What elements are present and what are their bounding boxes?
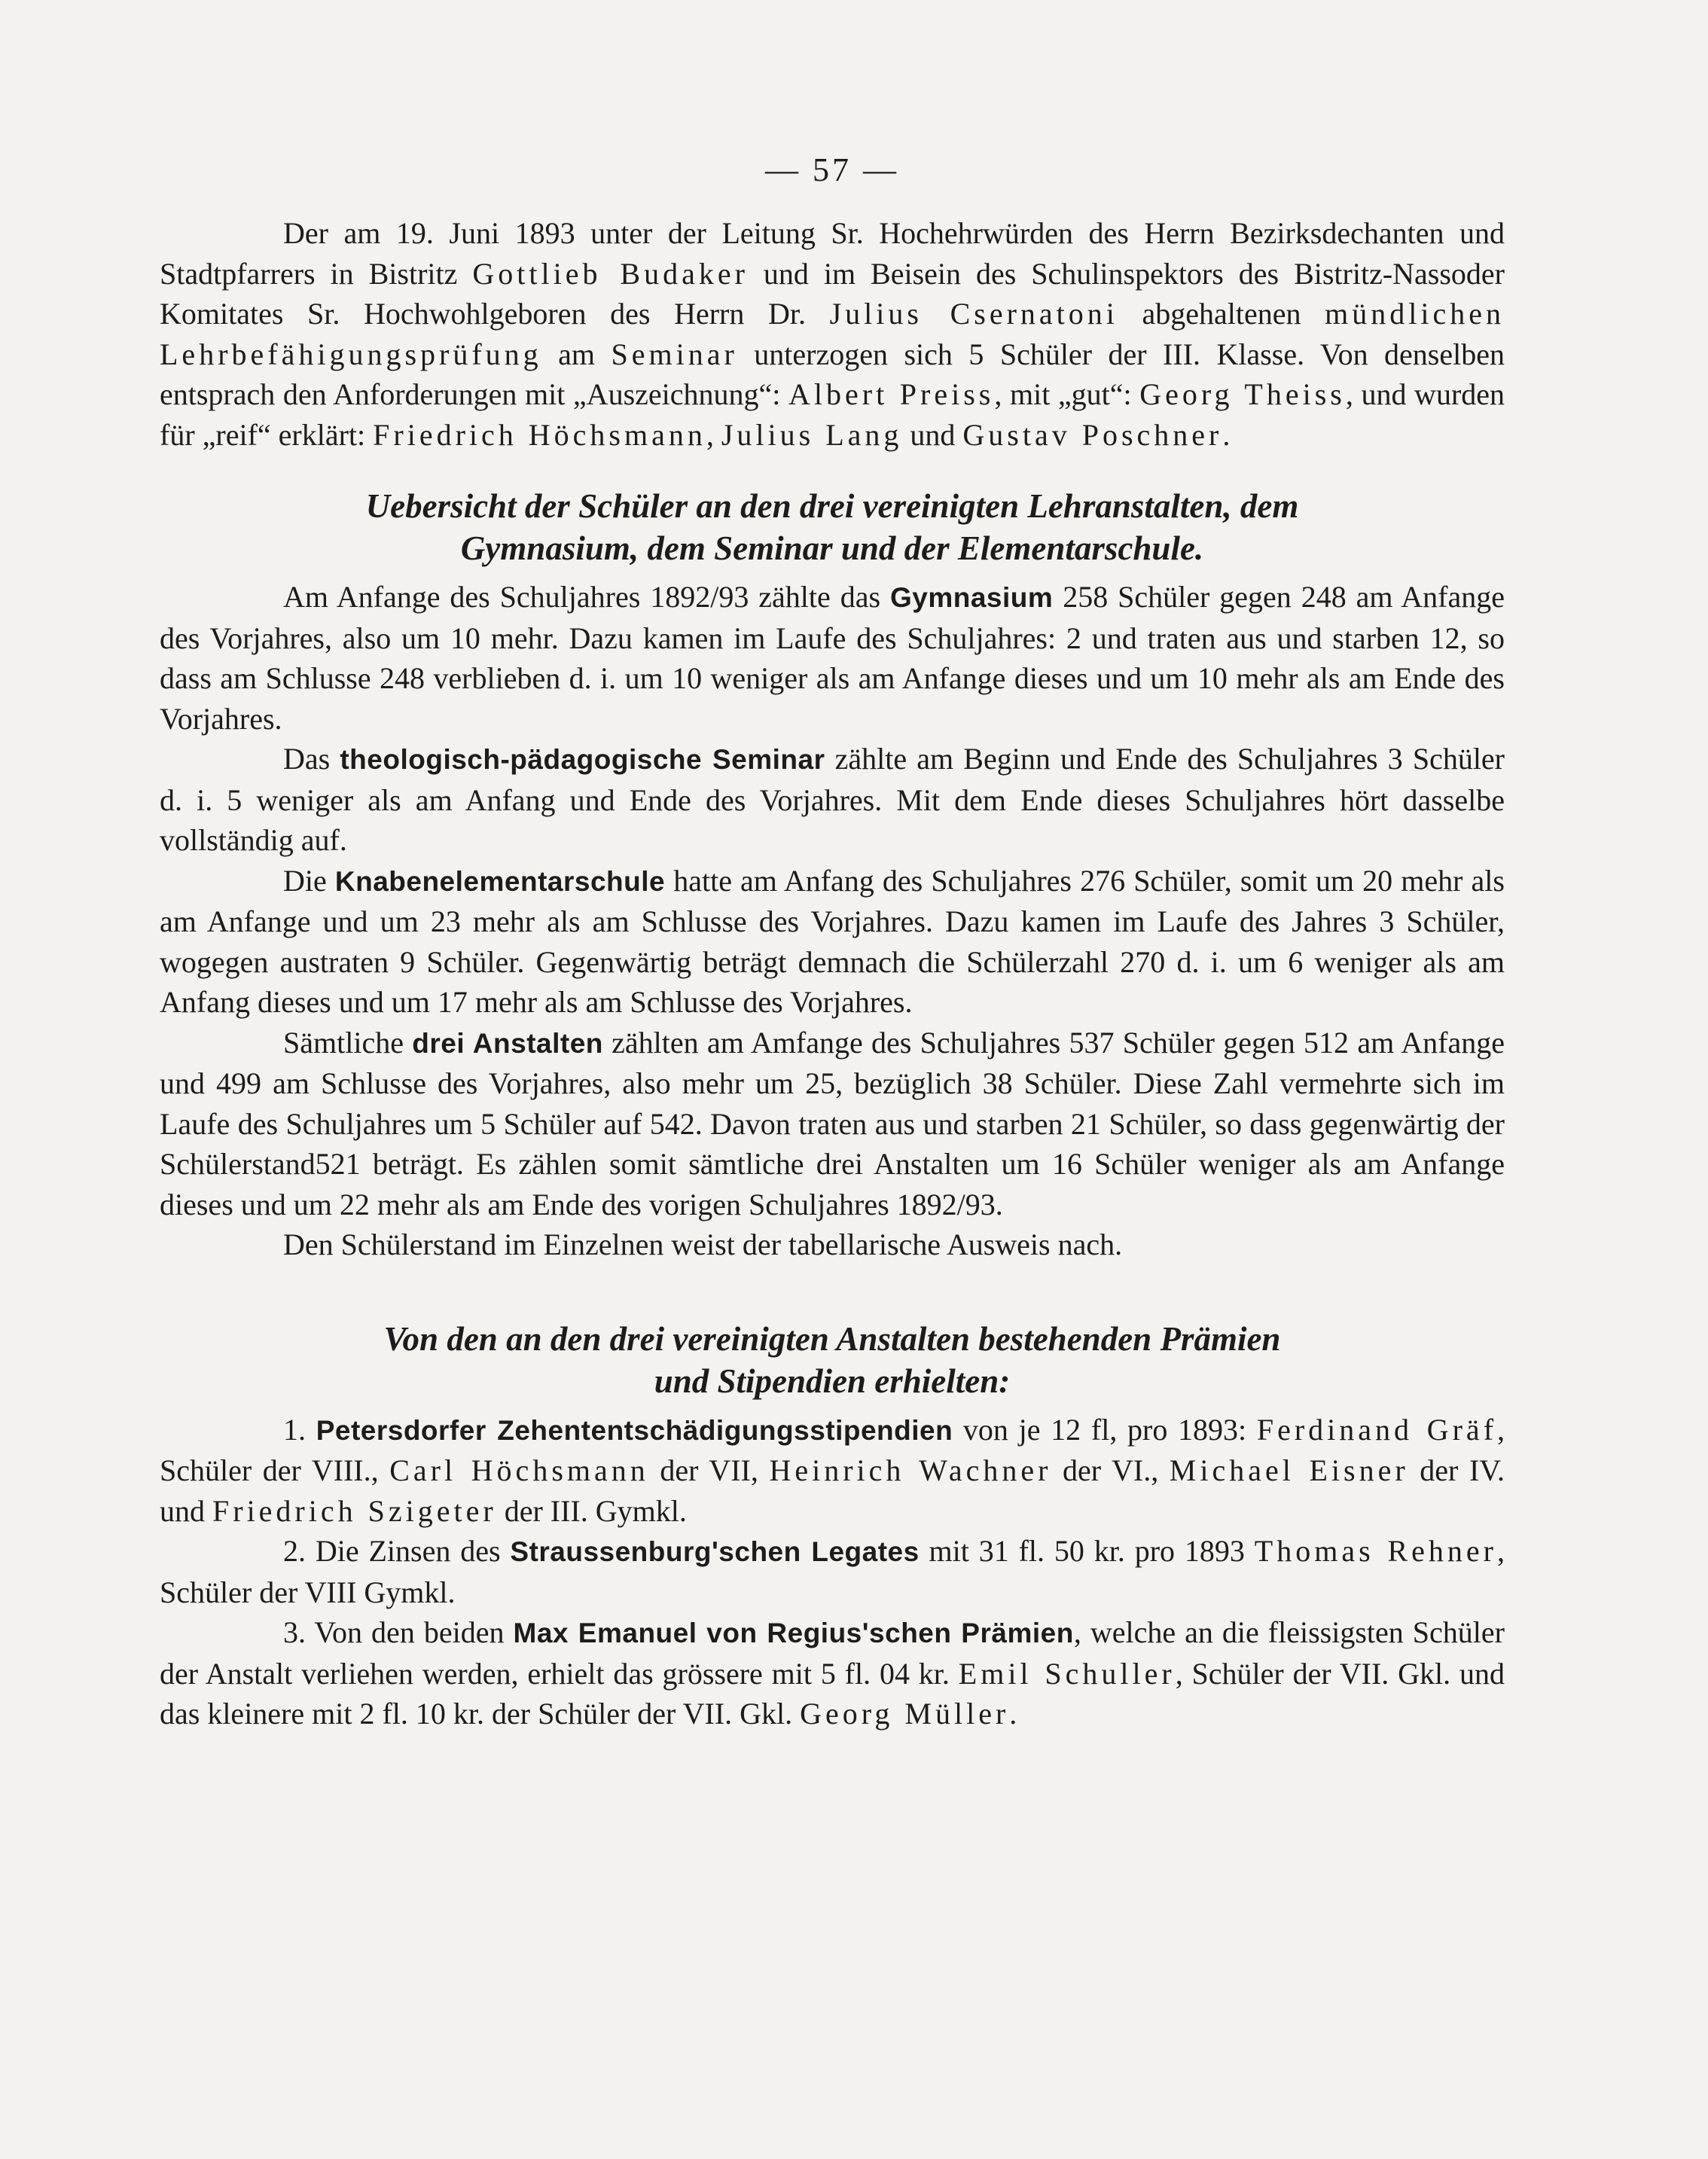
text: Am Anfange des Schuljahres 1892/93 zählte das: [283, 580, 890, 614]
bold-term: theologisch-pädagogische Seminar: [340, 744, 825, 775]
emphasis-text: mündlichen Lehrbefähigungsprüfung: [160, 297, 1505, 371]
text: 2. Die Zinsen des: [283, 1534, 511, 1568]
text: von je 12 fl, pro 1893:: [953, 1412, 1257, 1447]
text: unterzogen sich 5 Schüler der III. Klasse. Von denselben entsprach den Anforderungen mit „Auszeichnung“:: [160, 337, 1505, 411]
list-item-petersdorfer: [160, 1410, 1505, 1532]
person-name: Georg Theiss: [1139, 377, 1346, 411]
bold-term: Petersdorfer Zehententschädigungsstipendien: [316, 1414, 953, 1446]
text: , mit „gut“:: [994, 377, 1140, 411]
text: , Schüler der VIII Gymkl.: [160, 1534, 1505, 1609]
heading-line: Von den an den drei vereinigten Anstalten bestehenden Prämien: [383, 1319, 1281, 1358]
person-name: Ferdinand Gräf: [1256, 1412, 1498, 1447]
text: Das: [283, 742, 340, 776]
heading-line: und Stipendien erhielten:: [654, 1362, 1011, 1400]
bold-term: Gymnasium: [889, 582, 1054, 613]
text: zählte am Beginn und Ende des Schuljahres 3 Schüler d. i. 5 weniger als am Anfang und Ende des Vorjahres. Mit dem Ende dieses Schuljahres hört dasselbe vollständig auf.: [160, 742, 1505, 857]
text: der IV. und: [160, 1453, 1505, 1528]
section-heading-praemien: [160, 1318, 1505, 1402]
text: , und wurden für „reif“ erklärt:: [160, 377, 1505, 452]
paragraph-gymnasium: [160, 577, 1505, 739]
text: und im Beisein des Schulinspektors des Bistritz-Nassoder Komitates Sr. Hochwohlgeboren des Herrn Dr.: [160, 256, 1505, 331]
person-name: Heinrich Wachner: [769, 1453, 1052, 1487]
paragraph-drei-anstalten: [160, 1023, 1505, 1225]
list-item-regius: [160, 1612, 1505, 1734]
list-item-straussenburg: [160, 1531, 1505, 1612]
text: und: [902, 417, 963, 452]
text: abgehaltenen: [1118, 297, 1325, 331]
emphasis-text: Seminar: [611, 337, 738, 371]
person-name: Thomas Rehner: [1254, 1534, 1497, 1568]
person-name: Michael Eisner: [1169, 1453, 1409, 1487]
heading-line: Gymnasium, dem Seminar und der Elementarschule.: [460, 529, 1204, 567]
text: .: [1222, 417, 1231, 452]
person-name: Emil Schuller: [958, 1656, 1176, 1691]
text: , welche an die fleissigsten Schüler der Anstalt verliehen werden, erhielt das grössere mit 5 fl. 04 kr.: [160, 1615, 1505, 1691]
text: 258 Schüler gegen 248 am Anfange des Vorjahres, also um 10 mehr. Dazu kamen im Laufe des Schuljahres: 2 und traten aus und starben 12, so dass am Schlusse 248 verblieben d. i. um 10 weniger als am Anfange dieses und um 10 mehr als am Ende des Vorjahres.: [160, 580, 1505, 736]
bold-term: Knabenelementarschule: [334, 865, 666, 897]
text: Sämtliche: [283, 1025, 413, 1060]
text: 1.: [283, 1412, 316, 1447]
person-name: Friedrich Szigeter: [212, 1493, 497, 1528]
person-name: Albert Preiss: [788, 377, 995, 411]
person-name: Gustav Poschner: [962, 417, 1223, 452]
paragraph-seminar: [160, 739, 1505, 861]
bold-term: drei Anstalten: [412, 1027, 603, 1059]
text: .: [1009, 1697, 1017, 1731]
person-name: Georg Müller: [800, 1697, 1010, 1731]
text: zählten am Amfange des Schuljahres 537 Schüler gegen 512 am Anfange und 499 am Schlusse des Vorjahres, also mehr um 25, bezüglich 38 Schüler. Diese Zahl vermehrte sich im Laufe des Schuljahres um 5 Schüler auf 542. Davon traten aus und starben 21 Schüler, so dass gegenwärtig der Schülerstand521 beträgt. Es zählen somit sämtliche drei Anstalten um 16 Schüler weniger als am Anfange dieses und um 22 mehr als am Ende des vorigen Schuljahres 1892/93.: [160, 1025, 1505, 1221]
text: der III. Gymkl.: [496, 1493, 687, 1528]
heading-line: Uebersicht der Schüler an den drei vereinigten Lehranstalten, dem: [365, 487, 1299, 525]
page-number: — 57 —: [765, 151, 899, 188]
section-heading-uebersicht: [160, 485, 1505, 569]
document-page: [160, 151, 1505, 1734]
bold-term: Straussenburg'schen Legates: [510, 1536, 920, 1567]
text: mit 31 fl. 50 kr. pro 1893: [919, 1534, 1255, 1568]
text: 3. Von den beiden: [283, 1615, 514, 1649]
text: am: [541, 337, 612, 371]
text: der VII,: [648, 1453, 770, 1487]
person-name: Julius Csernatoni: [829, 297, 1118, 331]
person-name: Julius Lang: [721, 417, 903, 452]
person-name: Carl Höchsmann: [389, 1453, 649, 1487]
text: der VI.,: [1051, 1453, 1170, 1487]
bold-term: Max Emanuel von Regius'schen Prämien: [513, 1618, 1074, 1648]
text: , Schüler der VII. Gkl. und das kleinere mit 2 fl. 10 kr. der Schüler der VII. Gkl.: [160, 1656, 1505, 1731]
intro-paragraph: [160, 213, 1505, 455]
paragraph-ausweis: Den Schülerstand im Einzelnen weist der tabellarische Ausweis nach.: [283, 1227, 1123, 1261]
person-name: Gottlieb Budaker: [472, 256, 749, 291]
text: hatte am Anfang des Schuljahres 276 Schüler, somit um 20 mehr als am Anfange und um 23 mehr als am Schlusse des Vorjahres. Dazu kamen im Laufe des Jahres 3 Schüler, wogegen austraten 9 Schüler. Gegenwärtig beträgt demnach die Schülerzahl 270 d. i. um 6 weniger als am Anfang dieses und um 17 mehr als am Schlusse des Vorjahres.: [160, 863, 1505, 1019]
text: Die: [283, 863, 335, 898]
text: , Schüler der VIII.,: [160, 1412, 1505, 1487]
text: ,: [706, 417, 721, 452]
paragraph-knabenelementarschule: [160, 861, 1505, 1023]
person-name: Friedrich Höchsmann: [373, 417, 706, 452]
text: Der am 19. Juni 1893 unter der Leitung Sr. Hochehrwürden des Herrn Bezirksdechanten und Stadtpfarrers in Bistritz: [160, 216, 1505, 291]
